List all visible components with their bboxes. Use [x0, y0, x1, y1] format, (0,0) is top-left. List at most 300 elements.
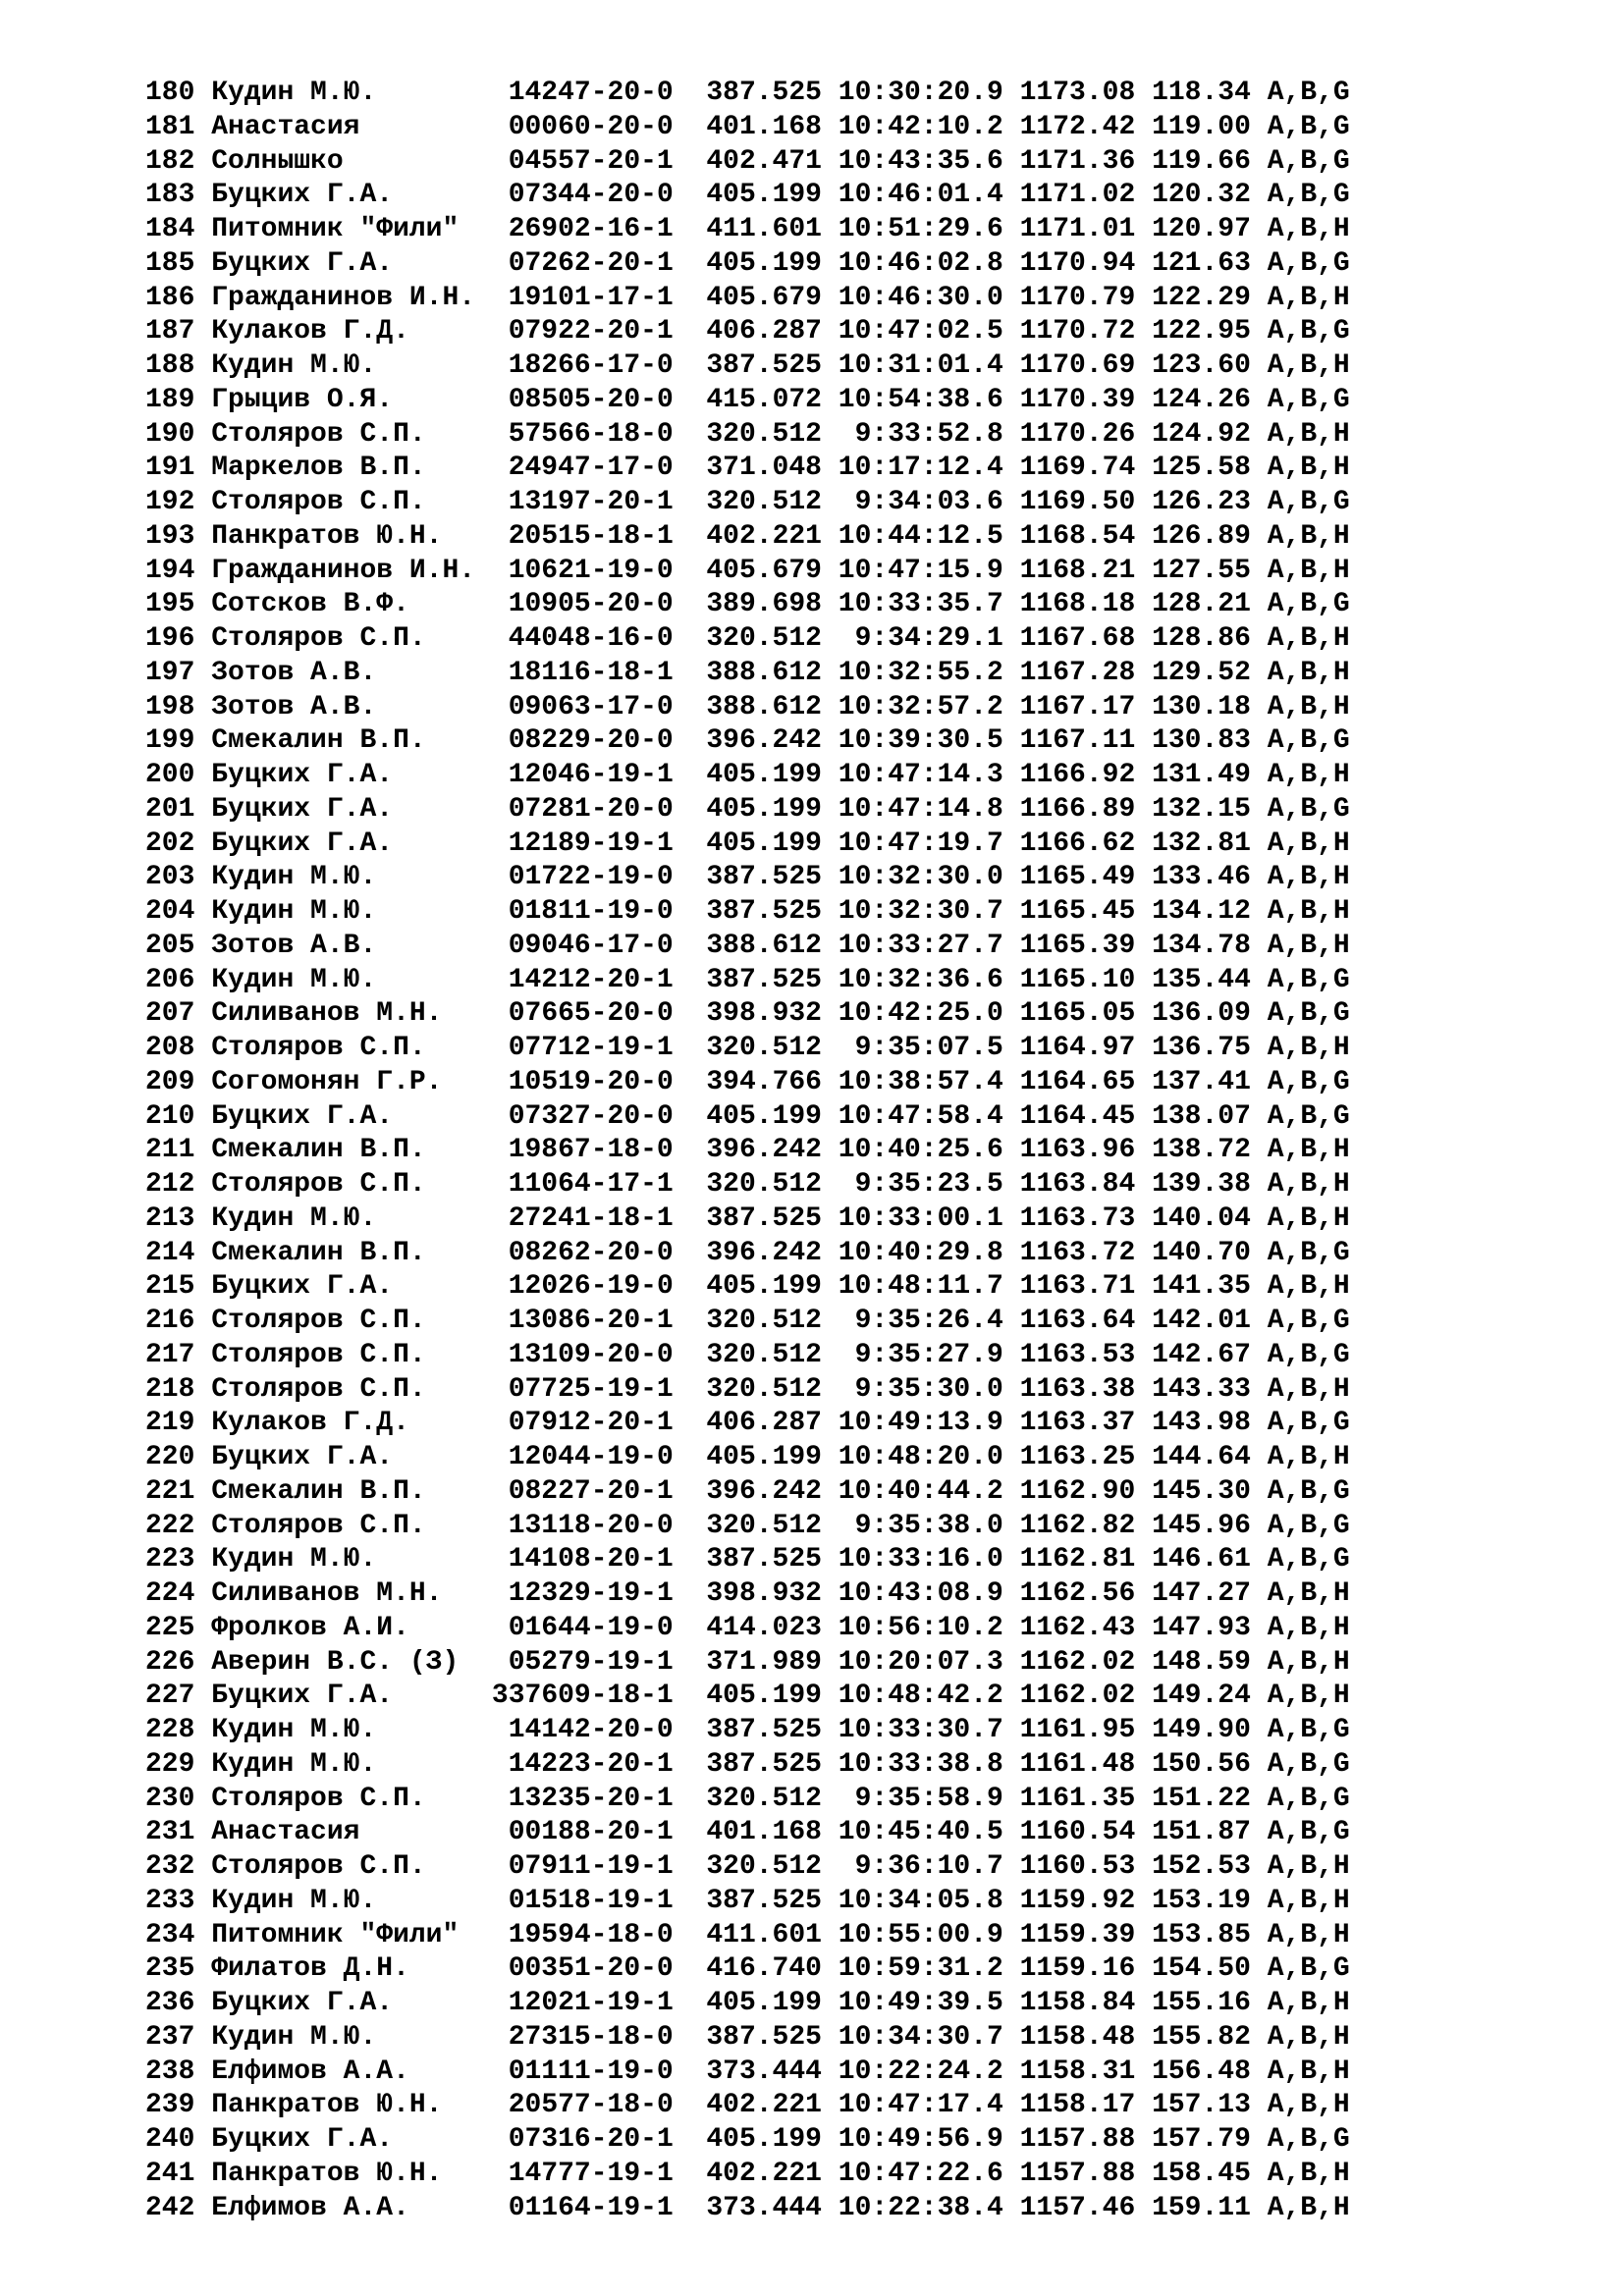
distance: 396.242 — [706, 1237, 822, 1268]
table-row — [145, 997, 1350, 1032]
table-row — [145, 964, 1350, 998]
speed: 1166.62 — [1019, 828, 1136, 859]
table-row — [145, 1919, 1350, 1953]
coefficient: 138.07 — [1152, 1100, 1251, 1132]
arrival-time: 10:46:02.8 — [838, 247, 1003, 279]
fancier-name: Панкратов Ю.Н. — [211, 520, 443, 552]
table-row — [145, 349, 1350, 384]
groups: A,B,H — [1267, 2056, 1350, 2087]
coefficient: 127.55 — [1152, 555, 1251, 586]
distance: 411.601 — [706, 1919, 822, 1950]
ring-number: 07316-20-1 — [508, 2124, 674, 2155]
coefficient: 145.96 — [1152, 1510, 1251, 1541]
place-number: 194 — [145, 555, 195, 586]
speed: 1169.50 — [1019, 487, 1136, 517]
speed: 1170.69 — [1019, 350, 1136, 381]
groups: A,B,G — [1267, 487, 1350, 517]
speed: 1166.92 — [1019, 760, 1136, 790]
groups: A,B,G — [1267, 1953, 1350, 1985]
speed: 1162.90 — [1019, 1475, 1136, 1507]
fancier-name: Буцких Г.А. — [211, 1681, 394, 1712]
fancier-name: Кулаков Г.Д. — [211, 1408, 409, 1439]
place-number: 235 — [145, 1953, 195, 1985]
ring-number: 00060-20-0 — [508, 111, 674, 142]
coefficient: 145.30 — [1152, 1475, 1251, 1507]
table-row — [145, 1783, 1350, 1817]
groups: A,B,H — [1267, 1033, 1350, 1063]
distance: 388.612 — [706, 930, 822, 961]
table-row — [145, 555, 1350, 589]
ring-number: 12329-19-1 — [508, 1578, 674, 1609]
place-number: 209 — [145, 1066, 195, 1097]
groups: A,B,H — [1267, 1135, 1350, 1166]
ring-number: 13235-20-1 — [508, 1783, 674, 1814]
speed: 1173.08 — [1019, 78, 1136, 108]
ring-number: 07725-19-1 — [508, 1373, 674, 1405]
arrival-time: 10:47:14.8 — [838, 793, 1003, 825]
fancier-name: Панкратов Ю.Н. — [211, 2090, 443, 2121]
coefficient: 157.79 — [1152, 2124, 1251, 2155]
ring-number: 07665-20-0 — [508, 998, 674, 1030]
fancier-name: Буцких Г.А. — [211, 793, 394, 825]
fancier-name: Кудин М.Ю. — [211, 350, 377, 381]
table-row — [145, 77, 1350, 111]
arrival-time: 10:31:01.4 — [838, 350, 1003, 381]
table-row — [145, 622, 1350, 657]
coefficient: 154.50 — [1152, 1953, 1251, 1985]
fancier-name: Елфимов А.А. — [211, 2056, 409, 2087]
coefficient: 143.33 — [1152, 1373, 1251, 1405]
arrival-time: 10:20:07.3 — [838, 1646, 1003, 1678]
ring-number: 14142-20-0 — [508, 1715, 674, 1745]
fancier-name: Буцких Г.А. — [211, 1100, 394, 1132]
ring-number: 14212-20-1 — [508, 964, 674, 995]
arrival-time: 10:48:11.7 — [838, 1271, 1003, 1303]
distance: 373.444 — [706, 2056, 822, 2087]
table-row — [145, 1066, 1350, 1100]
place-number: 215 — [145, 1271, 195, 1303]
arrival-time: 10:40:29.8 — [838, 1237, 1003, 1268]
groups: A,B,H — [1267, 1612, 1350, 1643]
distance: 405.199 — [706, 2124, 822, 2155]
arrival-time: 10:48:20.0 — [838, 1442, 1003, 1472]
speed: 1165.39 — [1019, 930, 1136, 961]
groups: A,B,G — [1267, 725, 1350, 757]
place-number: 181 — [145, 111, 195, 142]
speed: 1170.72 — [1019, 316, 1136, 347]
place-number: 184 — [145, 214, 195, 244]
ring-number: 05279-19-1 — [508, 1646, 674, 1678]
table-row — [145, 1032, 1350, 1066]
speed: 1167.11 — [1019, 725, 1136, 757]
table-row — [145, 1134, 1350, 1168]
coefficient: 140.70 — [1152, 1237, 1251, 1268]
place-number: 206 — [145, 964, 195, 995]
coefficient: 155.82 — [1152, 2021, 1251, 2053]
table-row — [145, 2021, 1350, 2056]
distance: 405.679 — [706, 282, 822, 313]
fancier-name: Столяров С.П. — [211, 1306, 426, 1336]
groups: A,B,G — [1267, 1817, 1350, 1848]
fancier-name: Столяров С.П. — [211, 1373, 426, 1405]
arrival-time: 10:48:42.2 — [838, 1681, 1003, 1712]
fancier-name: Филатов Д.Н. — [211, 1953, 409, 1985]
ring-number: 26902-16-1 — [508, 214, 674, 244]
table-row — [145, 1202, 1350, 1237]
groups: A,B,H — [1267, 2158, 1350, 2189]
groups: A,B,H — [1267, 282, 1350, 313]
groups: A,B,G — [1267, 1475, 1350, 1507]
distance: 416.740 — [706, 1953, 822, 1985]
fancier-name: Питомник "Фили" — [211, 1919, 460, 1950]
place-number: 222 — [145, 1510, 195, 1541]
distance: 405.199 — [706, 1442, 822, 1472]
arrival-time: 10:51:29.6 — [838, 214, 1003, 244]
fancier-name: Кудин М.Ю. — [211, 1544, 377, 1575]
arrival-time: 10:49:13.9 — [838, 1408, 1003, 1439]
groups: A,B,H — [1267, 520, 1350, 552]
place-number: 223 — [145, 1544, 195, 1575]
distance: 320.512 — [706, 1033, 822, 1063]
ring-number: 18266-17-0 — [508, 350, 674, 381]
distance: 387.525 — [706, 78, 822, 108]
fancier-name: Буцких Г.А. — [211, 1271, 394, 1303]
ring-number: 08505-20-0 — [508, 384, 674, 415]
speed: 1172.42 — [1019, 111, 1136, 142]
fancier-name: Столяров С.П. — [211, 1169, 426, 1200]
ring-number: 08229-20-0 — [508, 725, 674, 757]
distance: 320.512 — [706, 1510, 822, 1541]
table-row — [145, 2158, 1350, 2192]
coefficient: 136.09 — [1152, 998, 1251, 1030]
table-row — [145, 1714, 1350, 1748]
fancier-name: Буцких Г.А. — [211, 1988, 394, 2018]
distance: 398.932 — [706, 1578, 822, 1609]
table-row — [145, 1748, 1350, 1783]
arrival-time: 10:55:00.9 — [838, 1919, 1003, 1950]
arrival-time: 10:32:55.2 — [838, 657, 1003, 688]
place-number: 229 — [145, 1748, 195, 1780]
place-number: 230 — [145, 1783, 195, 1814]
groups: A,B,H — [1267, 1919, 1350, 1950]
ring-number: 14108-20-1 — [508, 1544, 674, 1575]
speed: 1168.54 — [1019, 520, 1136, 552]
coefficient: 125.58 — [1152, 453, 1251, 484]
coefficient: 122.29 — [1152, 282, 1251, 313]
coefficient: 148.59 — [1152, 1646, 1251, 1678]
groups: A,B,H — [1267, 1271, 1350, 1303]
coefficient: 126.89 — [1152, 520, 1251, 552]
distance: 389.698 — [706, 589, 822, 620]
place-number: 213 — [145, 1202, 195, 1234]
speed: 1167.68 — [1019, 623, 1136, 654]
fancier-name: Согомонян Г.Р. — [211, 1066, 443, 1097]
ring-number: 01722-19-0 — [508, 862, 674, 893]
distance: 387.525 — [706, 964, 822, 995]
place-number: 239 — [145, 2090, 195, 2121]
coefficient: 128.21 — [1152, 589, 1251, 620]
groups: A,B,G — [1267, 1066, 1350, 1097]
groups: A,B,G — [1267, 1408, 1350, 1439]
coefficient: 157.13 — [1152, 2090, 1251, 2121]
fancier-name: Столяров С.П. — [211, 623, 426, 654]
table-row — [145, 2056, 1350, 2090]
fancier-name: Столяров С.П. — [211, 1783, 426, 1814]
coefficient: 153.19 — [1152, 1885, 1251, 1916]
ring-number: 27241-18-1 — [508, 1202, 674, 1234]
groups: A,B,G — [1267, 1306, 1350, 1336]
table-row — [145, 315, 1350, 349]
arrival-time: 9:34:29.1 — [854, 623, 1003, 654]
distance: 320.512 — [706, 1339, 822, 1370]
ring-number: 44048-16-0 — [508, 623, 674, 654]
arrival-time: 10:47:19.7 — [838, 828, 1003, 859]
fancier-name: Столяров С.П. — [211, 1851, 426, 1882]
table-row — [145, 759, 1350, 793]
place-number: 214 — [145, 1237, 195, 1268]
coefficient: 129.52 — [1152, 657, 1251, 688]
ring-number: 13118-20-0 — [508, 1510, 674, 1541]
coefficient: 121.63 — [1152, 247, 1251, 279]
groups: A,B,H — [1267, 2192, 1350, 2223]
groups: A,B,H — [1267, 828, 1350, 859]
speed: 1162.02 — [1019, 1646, 1136, 1678]
place-number: 205 — [145, 930, 195, 961]
table-row — [145, 213, 1350, 247]
ring-number: 11064-17-1 — [508, 1169, 674, 1200]
distance: 387.525 — [706, 2021, 822, 2053]
ring-number: 27315-18-0 — [508, 2021, 674, 2053]
coefficient: 155.16 — [1152, 1988, 1251, 2018]
speed: 1166.89 — [1019, 793, 1136, 825]
table-row — [145, 1270, 1350, 1305]
fancier-name: Буцких Г.А. — [211, 2124, 394, 2155]
table-row — [145, 520, 1350, 555]
place-number: 195 — [145, 589, 195, 620]
distance: 371.048 — [706, 453, 822, 484]
distance: 405.199 — [706, 1988, 822, 2018]
fancier-name: Смекалин В.П. — [211, 1475, 426, 1507]
fancier-name: Фролков А.И. — [211, 1612, 409, 1643]
table-row — [145, 1510, 1350, 1544]
fancier-name: Аверин В.С. (З) — [211, 1646, 460, 1678]
distance: 387.525 — [706, 862, 822, 893]
distance: 373.444 — [706, 2192, 822, 2223]
ring-number: 00351-20-0 — [508, 1953, 674, 1985]
fancier-name: Кудин М.Ю. — [211, 862, 377, 893]
groups: A,B,G — [1267, 1748, 1350, 1780]
ring-number: 19867-18-0 — [508, 1135, 674, 1166]
ring-number: 07281-20-0 — [508, 793, 674, 825]
speed: 1165.10 — [1019, 964, 1136, 995]
groups: A,B,H — [1267, 930, 1350, 961]
table-row — [145, 1305, 1350, 1339]
table-row — [145, 111, 1350, 145]
arrival-time: 10:33:00.1 — [838, 1202, 1003, 1234]
place-number: 189 — [145, 384, 195, 415]
place-number: 190 — [145, 418, 195, 450]
distance: 414.023 — [706, 1612, 822, 1643]
speed: 1171.01 — [1019, 214, 1136, 244]
groups: A,B,H — [1267, 1988, 1350, 2018]
table-row — [145, 1168, 1350, 1202]
ring-number: 13197-20-1 — [508, 487, 674, 517]
ring-number: 12026-19-0 — [508, 1271, 674, 1303]
ring-number: 20577-18-0 — [508, 2090, 674, 2121]
table-row — [145, 384, 1350, 418]
arrival-time: 10:17:12.4 — [838, 453, 1003, 484]
distance: 405.199 — [706, 793, 822, 825]
distance: 396.242 — [706, 725, 822, 757]
fancier-name: Буцких Г.А. — [211, 760, 394, 790]
ring-number: 07912-20-1 — [508, 1408, 674, 1439]
speed: 1160.54 — [1019, 1817, 1136, 1848]
distance: 388.612 — [706, 657, 822, 688]
coefficient: 124.92 — [1152, 418, 1251, 450]
speed: 1157.88 — [1019, 2158, 1136, 2189]
distance: 402.221 — [706, 2090, 822, 2121]
distance: 405.199 — [706, 1681, 822, 1712]
fancier-name: Зотов А.В. — [211, 657, 377, 688]
arrival-time: 10:34:05.8 — [838, 1885, 1003, 1916]
distance: 387.525 — [706, 1202, 822, 1234]
arrival-time: 10:42:25.0 — [838, 998, 1003, 1030]
table-row — [145, 452, 1350, 486]
arrival-time: 9:35:38.0 — [854, 1510, 1003, 1541]
place-number: 234 — [145, 1919, 195, 1950]
groups: A,B,G — [1267, 316, 1350, 347]
distance: 405.199 — [706, 247, 822, 279]
distance: 320.512 — [706, 418, 822, 450]
table-row — [145, 895, 1350, 930]
coefficient: 118.34 — [1152, 78, 1251, 108]
arrival-time: 9:35:27.9 — [854, 1339, 1003, 1370]
groups: A,B,H — [1267, 1578, 1350, 1609]
ring-number: 20515-18-1 — [508, 520, 674, 552]
arrival-time: 10:32:30.7 — [838, 896, 1003, 927]
place-number: 208 — [145, 1033, 195, 1063]
place-number: 225 — [145, 1612, 195, 1643]
coefficient: 130.83 — [1152, 725, 1251, 757]
coefficient: 147.93 — [1152, 1612, 1251, 1643]
speed: 1170.79 — [1019, 282, 1136, 313]
place-number: 231 — [145, 1817, 195, 1848]
speed: 1165.45 — [1019, 896, 1136, 927]
speed: 1170.39 — [1019, 384, 1136, 415]
arrival-time: 10:47:14.3 — [838, 760, 1003, 790]
arrival-time: 10:22:24.2 — [838, 2056, 1003, 2087]
fancier-name: Грыцив О.Я. — [211, 384, 394, 415]
arrival-time: 10:54:38.6 — [838, 384, 1003, 415]
place-number: 216 — [145, 1306, 195, 1336]
place-number: 202 — [145, 828, 195, 859]
coefficient: 134.12 — [1152, 896, 1251, 927]
ring-number: 07344-20-0 — [508, 180, 674, 211]
groups: A,B,G — [1267, 1510, 1350, 1541]
speed: 1161.35 — [1019, 1783, 1136, 1814]
arrival-time: 10:47:22.6 — [838, 2158, 1003, 2189]
speed: 1163.37 — [1019, 1408, 1136, 1439]
fancier-name: Кудин М.Ю. — [211, 1885, 377, 1916]
place-number: 210 — [145, 1100, 195, 1132]
table-row — [145, 1885, 1350, 1919]
ring-number: 10905-20-0 — [508, 589, 674, 620]
coefficient: 126.23 — [1152, 487, 1251, 517]
table-row — [145, 1441, 1350, 1475]
fancier-name: Кулаков Г.Д. — [211, 316, 409, 347]
place-number: 236 — [145, 1988, 195, 2018]
table-row — [145, 1646, 1350, 1681]
distance: 371.989 — [706, 1646, 822, 1678]
place-number: 232 — [145, 1851, 195, 1882]
coefficient: 151.87 — [1152, 1817, 1251, 1848]
fancier-name: Кудин М.Ю. — [211, 896, 377, 927]
arrival-time: 9:35:07.5 — [854, 1033, 1003, 1063]
speed: 1158.17 — [1019, 2090, 1136, 2121]
ring-number: 18116-18-1 — [508, 657, 674, 688]
speed: 1160.53 — [1019, 1851, 1136, 1882]
groups: A,B,G — [1267, 145, 1350, 177]
distance: 405.199 — [706, 828, 822, 859]
ring-number: 08262-20-0 — [508, 1237, 674, 1268]
groups: A,B,H — [1267, 555, 1350, 586]
arrival-time: 10:30:20.9 — [838, 78, 1003, 108]
table-row — [145, 1612, 1350, 1646]
place-number: 241 — [145, 2158, 195, 2189]
place-number: 183 — [145, 180, 195, 211]
distance: 401.168 — [706, 1817, 822, 1848]
distance: 320.512 — [706, 1851, 822, 1882]
coefficient: 144.64 — [1152, 1442, 1251, 1472]
ring-number: 07922-20-1 — [508, 316, 674, 347]
speed: 1164.45 — [1019, 1100, 1136, 1132]
coefficient: 139.38 — [1152, 1169, 1251, 1200]
table-row — [145, 1373, 1350, 1408]
groups: A,B,H — [1267, 657, 1350, 688]
coefficient: 128.86 — [1152, 623, 1251, 654]
groups: A,B,H — [1267, 1442, 1350, 1472]
table-row — [145, 861, 1350, 895]
speed: 1167.28 — [1019, 657, 1136, 688]
groups: A,B,G — [1267, 247, 1350, 279]
groups: A,B,H — [1267, 1885, 1350, 1916]
ring-number: 09046-17-0 — [508, 930, 674, 961]
place-number: 219 — [145, 1408, 195, 1439]
ring-number: 08227-20-1 — [508, 1475, 674, 1507]
place-number: 220 — [145, 1442, 195, 1472]
table-row — [145, 2089, 1350, 2123]
distance: 394.766 — [706, 1066, 822, 1097]
groups: A,B,H — [1267, 896, 1350, 927]
place-number: 200 — [145, 760, 195, 790]
fancier-name: Буцких Г.А. — [211, 828, 394, 859]
speed: 1163.71 — [1019, 1271, 1136, 1303]
place-number: 199 — [145, 725, 195, 757]
distance: 402.221 — [706, 520, 822, 552]
arrival-time: 9:33:52.8 — [854, 418, 1003, 450]
fancier-name: Столяров С.П. — [211, 418, 426, 450]
distance: 388.612 — [706, 691, 822, 722]
fancier-name: Кудин М.Ю. — [211, 964, 377, 995]
table-row — [145, 1339, 1350, 1373]
speed: 1170.26 — [1019, 418, 1136, 450]
coefficient: 135.44 — [1152, 964, 1251, 995]
ring-number: 19594-18-0 — [508, 1919, 674, 1950]
distance: 405.199 — [706, 180, 822, 211]
speed: 1162.82 — [1019, 1510, 1136, 1541]
place-number: 203 — [145, 862, 195, 893]
table-row — [145, 1987, 1350, 2021]
